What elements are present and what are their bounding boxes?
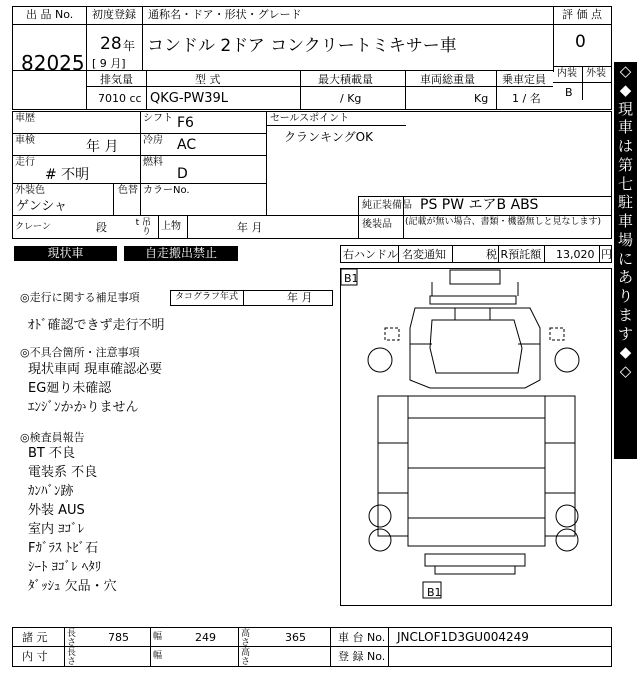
- ac-label: 冷房: [143, 135, 163, 146]
- car-name: コンドル 2ドア コンクリートミキサー車: [147, 36, 457, 56]
- banner-char: あ: [617, 268, 633, 287]
- inspection-value: 年 月: [86, 139, 119, 155]
- chassis-no: JNCLOF1D3GU004249: [397, 630, 529, 644]
- no-self-drive-badge: 自走搬出禁止: [124, 246, 238, 261]
- score-value: 0: [575, 32, 586, 52]
- length-label: 長さ: [67, 629, 77, 648]
- banner-char: 現: [617, 99, 633, 118]
- color-code-label: カラーNo.: [143, 185, 190, 196]
- as-is-badge: 現状車: [14, 246, 117, 261]
- banner-char: ◇: [619, 362, 632, 380]
- reg-year-unit: 年: [123, 39, 136, 53]
- mileage-label: 走行: [15, 157, 35, 168]
- banner-char: 車: [617, 212, 633, 230]
- defect-item: ｴﾝｼﾞﾝかかりません: [28, 400, 139, 415]
- body-right-side: [545, 396, 575, 536]
- reg-month: [ 9 月]: [92, 57, 126, 70]
- front-right-wheel: [555, 348, 579, 372]
- banner-char: 場: [617, 230, 633, 249]
- inspector-title: ◎検査員報告: [20, 431, 85, 444]
- inspector-item: ｼｰﾄ ﾖｺﾞﾚ ﾍﾀﾘ: [28, 560, 102, 575]
- inspection-label: 車検: [15, 135, 35, 146]
- capacity: 1 / 名: [512, 92, 541, 105]
- damage-mark-front: B1: [344, 272, 359, 285]
- shift-value: F6: [177, 115, 194, 131]
- inspector-item: ｶﾝﾊﾞﾝ跡: [28, 484, 74, 499]
- truck-diagram: [340, 268, 612, 606]
- banner-char: す: [617, 324, 633, 343]
- banner-char: 駐: [617, 193, 633, 212]
- dims-label: 諸 元: [22, 631, 48, 644]
- crane-ton: t 吊り: [135, 218, 151, 237]
- steering: 右ハンドル: [343, 248, 398, 261]
- inner-height-label: 高さ: [241, 648, 251, 667]
- rear-left-wheel-1: [369, 505, 391, 527]
- windshield: [430, 320, 522, 373]
- banner-char: ◆: [619, 80, 632, 99]
- reg-year: 28: [100, 34, 122, 54]
- retrofit-label: 後装品: [362, 219, 392, 230]
- sales-point: クランキングOK: [284, 130, 373, 144]
- displacement-label: 排気量: [100, 73, 133, 86]
- defect-item: EG廻り未確認: [28, 381, 112, 396]
- mileage-section-title: ◎走行に関する補足事項: [20, 291, 140, 304]
- interior-label: 内装: [557, 68, 577, 79]
- equipment: PS PW エアB ABS: [420, 197, 539, 213]
- model: QKG-PW39L: [150, 91, 228, 106]
- mileage-note: ｵﾄﾞ確認できず走行不明: [28, 318, 165, 333]
- banner-char: に: [617, 249, 633, 268]
- max-load: / Kg: [340, 92, 362, 105]
- banner-char: ま: [617, 305, 633, 324]
- damage-mark-rear: B1: [427, 586, 442, 599]
- tax-unit: 円: [601, 248, 612, 261]
- car-name-label: 通称名・ドア・形状・グレード: [148, 8, 302, 21]
- body-left-side: [378, 396, 408, 536]
- banner-char: 七: [617, 174, 633, 193]
- retrofit-note: (記載が無い場合、書類・機器無しと見なします): [405, 217, 602, 227]
- ac-value: AC: [177, 137, 197, 153]
- color-value: ゲンシャ: [16, 199, 68, 214]
- banner-char: ◇: [619, 62, 632, 80]
- top-date: 年 月: [237, 221, 263, 234]
- tax-amount: 13,020: [556, 248, 595, 261]
- gross-weight: Kg: [474, 92, 489, 105]
- shift-label: シフト: [143, 113, 173, 124]
- width-label: 幅: [153, 632, 163, 642]
- tax-label: 税 R預託額: [486, 248, 542, 261]
- color-no-label: 色替: [118, 185, 138, 196]
- rear-right-wheel-2: [556, 529, 578, 551]
- location-banner: [614, 62, 637, 459]
- banner-char: は: [617, 137, 633, 155]
- score-label: 評 価 点: [562, 8, 602, 21]
- inspector-item: ﾀﾞｯｼｭ 欠品・穴: [28, 579, 117, 594]
- capacity-label: 乗車定員: [502, 73, 546, 86]
- rear-left-wheel-2: [369, 529, 391, 551]
- lot-no: 82025: [21, 51, 85, 75]
- history-label: 車歴: [15, 113, 35, 124]
- max-load-label: 最大積載量: [318, 73, 373, 86]
- top-label: 上物: [161, 221, 181, 232]
- height-label: 高さ: [241, 629, 251, 648]
- inspector-item: Fｶﾞﾗｽ ﾄﾋﾞ石: [28, 541, 99, 556]
- displacement: 7010 cc: [98, 92, 142, 105]
- crane-stage: 段: [96, 221, 107, 234]
- banner-char: 第: [617, 155, 633, 174]
- inner-width-label: 幅: [153, 651, 163, 661]
- rear-bumper: [425, 554, 525, 566]
- height-value: 365: [285, 631, 306, 644]
- banner-char: り: [617, 287, 633, 305]
- banner-char: 車: [617, 118, 633, 137]
- model-label: 型 式: [195, 73, 221, 86]
- color-label: 外装色: [15, 185, 45, 196]
- lot-no-label: 出 品 No.: [26, 8, 74, 21]
- reg-no-label: 登 録 No.: [338, 650, 386, 663]
- banner-char: ◆: [619, 343, 632, 362]
- defects-title: ◎不具合箇所・注意事項: [20, 346, 140, 359]
- front-bumper: [430, 296, 516, 304]
- gross-weight-label: 車両総重量: [420, 73, 475, 86]
- notes-panel: [12, 285, 332, 605]
- inspector-item: 室内 ﾖｺﾞﾚ: [28, 522, 85, 537]
- inspector-item: 電装系 不良: [28, 465, 98, 480]
- exterior-label: 外装: [586, 68, 606, 79]
- mileage-value: # 不明: [45, 167, 90, 183]
- tacho-value: 年 月: [287, 291, 313, 304]
- inspector-item: BT 不良: [28, 446, 75, 461]
- equipment-label: 純正装備品: [362, 200, 412, 211]
- crane-label: クレーン: [15, 222, 51, 232]
- fuel-label: 燃料: [143, 157, 163, 168]
- width-value: 249: [195, 631, 216, 644]
- inspector-item: 外装 AUS: [28, 503, 85, 518]
- front-left-wheel: [368, 348, 392, 372]
- length-value: 785: [108, 631, 129, 644]
- tacho-label: タコグラフ年式: [175, 292, 239, 302]
- name-change-label: 名変通知: [402, 248, 446, 261]
- inner-dims-label: 内 寸: [22, 650, 48, 663]
- fuel-value: D: [177, 166, 188, 182]
- first-reg-label: 初度登録: [92, 8, 136, 21]
- defect-item: 現状車両 現車確認必要: [28, 362, 163, 377]
- inner-length-label: 長さ: [67, 648, 77, 667]
- exterior-grade: B: [565, 86, 573, 99]
- chassis-label: 車 台 No.: [338, 631, 386, 644]
- sales-point-label: セールスポイント: [270, 113, 350, 124]
